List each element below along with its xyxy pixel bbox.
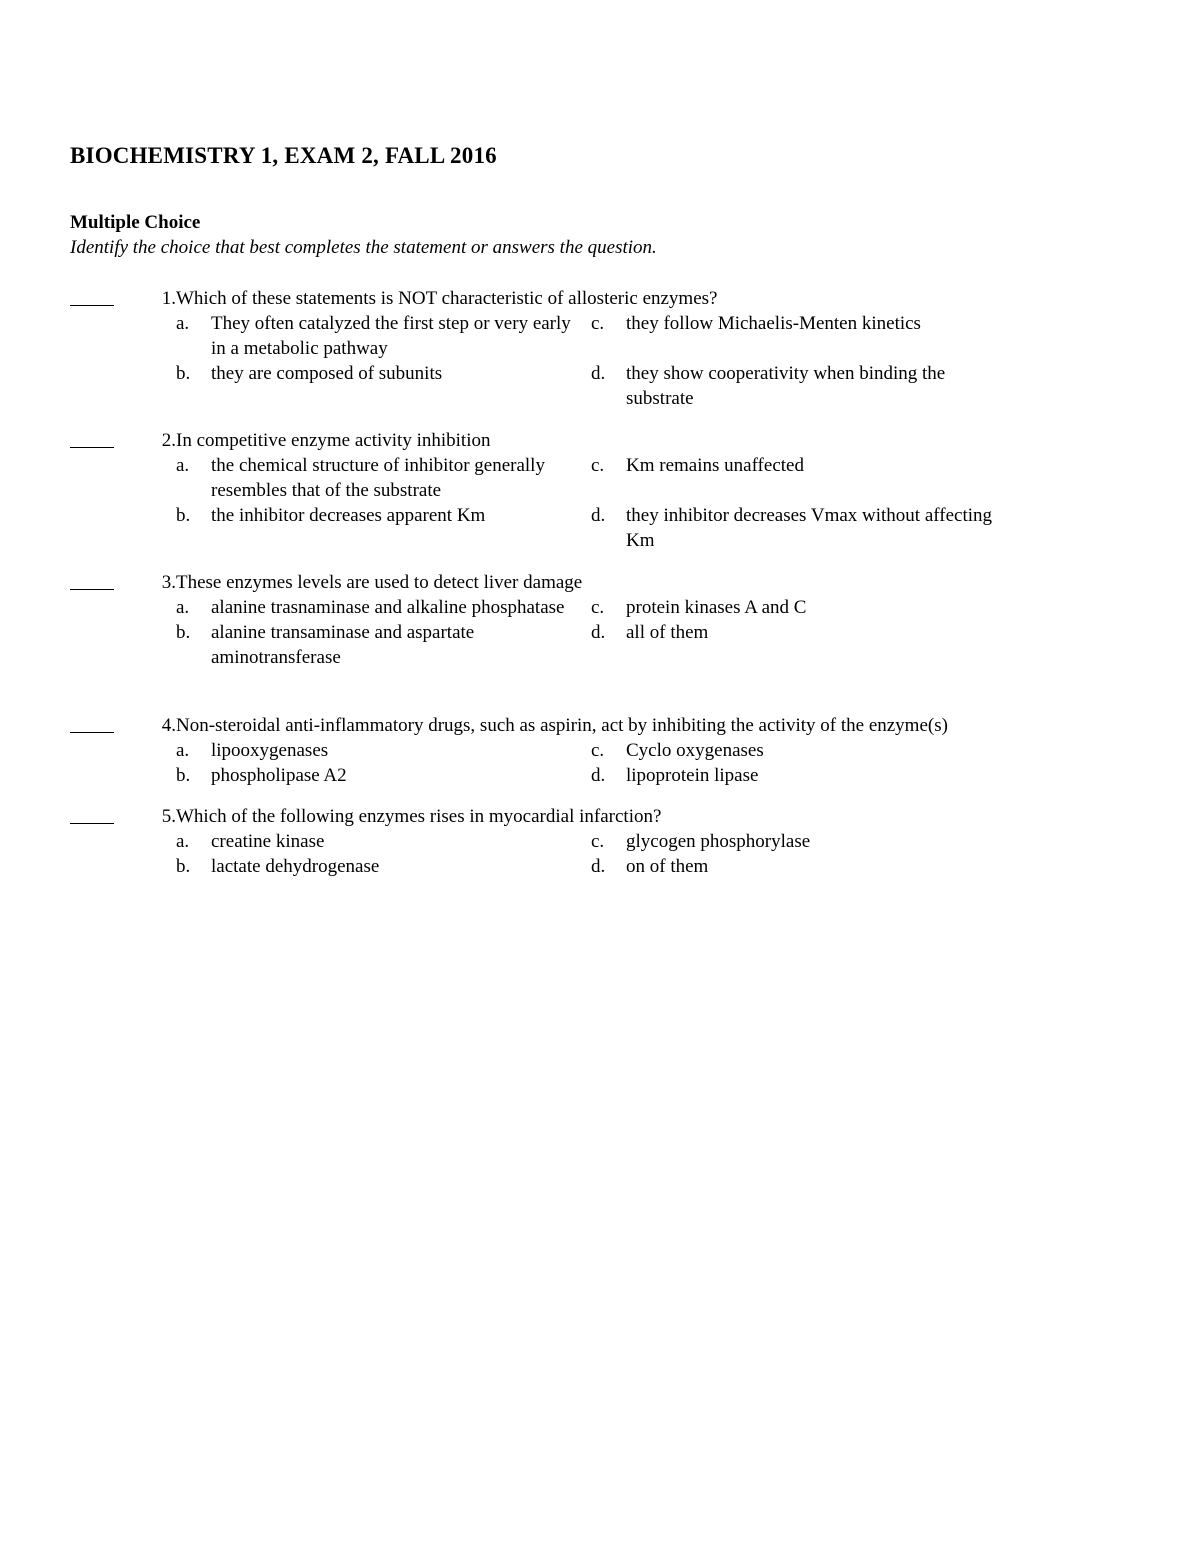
answer-blank[interactable] bbox=[70, 286, 114, 306]
choice-list bbox=[176, 829, 1130, 879]
choice-text: lipooxygenases bbox=[211, 740, 329, 761]
choice-letter: b. bbox=[176, 765, 191, 786]
question-stem: In competitive enzyme activity inhibition bbox=[176, 430, 491, 451]
choice-letter: b. bbox=[176, 505, 191, 526]
choice-b[interactable] bbox=[176, 763, 591, 788]
choice-text: alanine transaminase and aspartate aminotransferase bbox=[211, 622, 475, 668]
choice-row bbox=[176, 738, 1130, 763]
question-number: 1. bbox=[161, 288, 176, 309]
choice-text: Km remains unaffected bbox=[626, 455, 804, 476]
question-number: 4. bbox=[161, 715, 176, 736]
choice-text: they show cooperativity when binding the substrate bbox=[626, 363, 946, 409]
question-stem: Non-steroidal anti-inflammatory drugs, such as aspirin, act by inhibiting the activity of the enzyme(s) bbox=[176, 715, 948, 736]
choice-letter: c. bbox=[591, 313, 605, 334]
choice-text: glycogen phosphorylase bbox=[626, 831, 811, 852]
choice-text: all of them bbox=[626, 622, 709, 643]
choice-letter: b. bbox=[176, 622, 191, 643]
choice-text: lipoprotein lipase bbox=[626, 765, 759, 786]
choice-b[interactable] bbox=[176, 854, 591, 879]
question-number: 5. bbox=[161, 806, 176, 827]
choice-text: Cyclo oxygenases bbox=[626, 740, 764, 761]
choice-letter: d. bbox=[591, 765, 606, 786]
choice-letter: d. bbox=[591, 363, 606, 384]
question-number: 3. bbox=[161, 572, 176, 593]
choice-row bbox=[176, 311, 1130, 361]
choice-b[interactable] bbox=[176, 620, 591, 670]
choice-a[interactable] bbox=[176, 829, 591, 854]
choice-text: the chemical structure of inhibitor generally resembles that of the substrate bbox=[211, 455, 545, 501]
question-line bbox=[70, 570, 1130, 595]
answer-blank[interactable] bbox=[70, 713, 114, 733]
choice-c[interactable] bbox=[591, 311, 1006, 361]
choice-list bbox=[176, 738, 1130, 788]
question-4 bbox=[70, 713, 1130, 788]
choice-row bbox=[176, 453, 1130, 503]
answer-blank[interactable] bbox=[70, 570, 114, 590]
choice-d[interactable] bbox=[591, 854, 1006, 879]
choice-text: they inhibitor decreases Vmax without affecting Km bbox=[626, 505, 993, 551]
question-3 bbox=[70, 570, 1130, 670]
question-line bbox=[70, 286, 1130, 311]
choice-letter: a. bbox=[176, 455, 190, 476]
answer-blank[interactable] bbox=[70, 804, 114, 824]
choice-d[interactable] bbox=[591, 763, 1006, 788]
question-stem: These enzymes levels are used to detect liver damage bbox=[176, 572, 583, 593]
choice-letter: c. bbox=[591, 831, 605, 852]
exam-title: BIOCHEMISTRY 1, EXAM 2, FALL 2016 bbox=[70, 143, 497, 168]
choice-text: alanine trasnaminase and alkaline phosphatase bbox=[211, 597, 565, 618]
choice-letter: a. bbox=[176, 740, 190, 761]
choice-b[interactable] bbox=[176, 503, 591, 553]
choice-letter: d. bbox=[591, 622, 606, 643]
choice-text: They often catalyzed the first step or very early in a metabolic pathway bbox=[211, 313, 571, 359]
choice-row bbox=[176, 829, 1130, 854]
choice-letter: c. bbox=[591, 597, 605, 618]
choice-text: on of them bbox=[626, 856, 709, 877]
choice-text: lactate dehydrogenase bbox=[211, 856, 380, 877]
choice-text: protein kinases A and C bbox=[626, 597, 807, 618]
choice-row bbox=[176, 595, 1130, 620]
question-stem: Which of the following enzymes rises in myocardial infarction? bbox=[176, 806, 662, 827]
choice-a[interactable] bbox=[176, 453, 591, 503]
choice-c[interactable] bbox=[591, 738, 1006, 763]
choice-letter: b. bbox=[176, 363, 191, 384]
choice-letter: d. bbox=[591, 856, 606, 877]
choice-row bbox=[176, 361, 1130, 411]
choice-a[interactable] bbox=[176, 311, 591, 361]
choice-letter: b. bbox=[176, 856, 191, 877]
answer-blank[interactable] bbox=[70, 428, 114, 448]
choice-list bbox=[176, 311, 1130, 411]
question-stem: Which of these statements is NOT characteristic of allosteric enzymes? bbox=[176, 288, 718, 309]
choice-a[interactable] bbox=[176, 738, 591, 763]
choice-a[interactable] bbox=[176, 595, 591, 620]
choice-c[interactable] bbox=[591, 829, 1006, 854]
choice-text: the inhibitor decreases apparent Km bbox=[211, 505, 486, 526]
choice-letter: a. bbox=[176, 597, 190, 618]
choice-c[interactable] bbox=[591, 453, 1006, 503]
question-5 bbox=[70, 804, 1130, 879]
choice-row bbox=[176, 620, 1130, 670]
question-2 bbox=[70, 428, 1130, 553]
choice-letter: c. bbox=[591, 455, 605, 476]
section-instructions: Identify the choice that best completes the statement or answers the question. bbox=[70, 237, 657, 258]
question-line bbox=[70, 428, 1130, 453]
choice-text: creatine kinase bbox=[211, 831, 325, 852]
question-number: 2. bbox=[161, 430, 176, 451]
choice-text: they are composed of subunits bbox=[211, 363, 443, 384]
choice-d[interactable] bbox=[591, 620, 1006, 670]
choice-letter: a. bbox=[176, 313, 190, 334]
choice-list bbox=[176, 453, 1130, 553]
choice-text: phospholipase A2 bbox=[211, 765, 347, 786]
choice-letter: d. bbox=[591, 505, 606, 526]
choice-letter: a. bbox=[176, 831, 190, 852]
choice-b[interactable] bbox=[176, 361, 591, 411]
choice-letter: c. bbox=[591, 740, 605, 761]
question-line bbox=[70, 713, 1130, 738]
question-line bbox=[70, 804, 1130, 829]
choice-c[interactable] bbox=[591, 595, 1006, 620]
choice-d[interactable] bbox=[591, 503, 1006, 553]
choice-row bbox=[176, 854, 1130, 879]
choice-d[interactable] bbox=[591, 361, 1006, 411]
choice-text: they follow Michaelis-Menten kinetics bbox=[626, 313, 921, 334]
section-heading: Multiple Choice bbox=[70, 212, 201, 233]
choice-row bbox=[176, 503, 1130, 553]
choice-row bbox=[176, 763, 1130, 788]
choice-list bbox=[176, 595, 1130, 670]
question-1 bbox=[70, 286, 1130, 411]
